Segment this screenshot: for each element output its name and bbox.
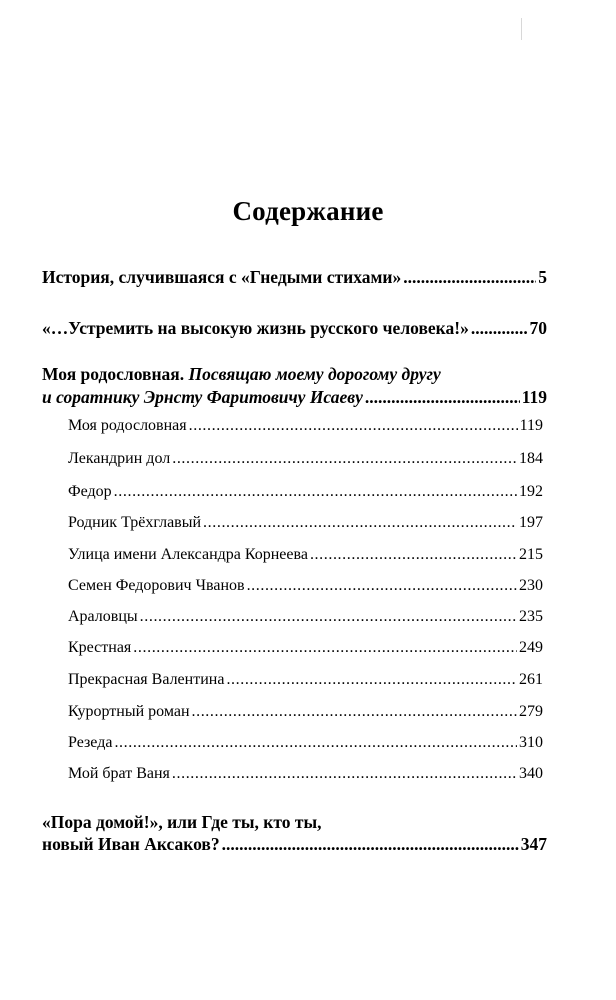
dot-leader [403,267,536,288]
toc-subentry-title: Резеда [68,734,113,751]
toc-subentry-page: 235 [519,608,543,625]
toc-subentry-title: Мой брат Ваня [68,765,170,782]
toc-subentry[interactable] [68,608,543,626]
toc-subentry[interactable] [68,734,543,752]
dot-leader [222,834,519,855]
toc-subentry-title: Лекандрин дол [68,450,171,467]
toc-subentry[interactable] [68,483,543,501]
toc-entry-title-cont: новый Иван Аксаков? [42,834,220,854]
toc-subentry-page: 279 [519,703,543,720]
toc-entry[interactable] [42,267,547,288]
toc-entry-line2[interactable] [42,834,547,855]
toc-subentry-page: 310 [519,734,543,751]
scan-mark [521,18,522,40]
dot-leader [133,639,517,657]
toc-subentry-page: 184 [519,450,543,467]
toc-subentry-title: Улица имени Александра Корнеева [68,546,308,563]
toc-subentry-page: 249 [519,639,543,656]
toc-entry-page: 70 [529,318,547,338]
toc-entry-line1[interactable] [42,364,441,385]
toc-entry-line2[interactable] [42,387,547,408]
toc-subentry-title: Родник Трёхглавый [68,514,202,531]
dot-leader [172,765,517,783]
toc-subentry-page: 340 [519,765,543,782]
toc-subentry-title: Курортный роман [68,703,190,720]
toc-entry-title: История, случившаяся с «Гнедыми стихами» [42,267,402,287]
toc-subentry[interactable] [68,514,543,532]
toc-entry-title: «…Устремить на высокую жизнь русского человека!» [42,318,469,338]
dot-leader [114,483,517,501]
dot-leader [226,671,517,689]
dot-leader [365,387,520,408]
toc-entry-page: 347 [520,834,547,854]
toc-subentry-title: Крестная [68,639,132,656]
toc-subentry[interactable] [68,671,543,689]
toc-subentry[interactable] [68,417,543,435]
toc-entry-page: 5 [538,267,547,287]
toc-subentry-page: 230 [519,577,543,594]
page-title: Содержание [232,196,384,226]
toc-entry-line1[interactable] [42,812,321,833]
toc-entry-page: 119 [521,387,547,407]
toc-subentry-title: Моя родословная [68,417,187,434]
toc-subentry[interactable] [68,546,543,564]
dot-leader [203,514,517,532]
toc-subentry[interactable] [68,703,543,721]
dot-leader [310,546,517,564]
toc-subentry-page: 192 [519,483,543,500]
dot-leader [172,450,517,468]
toc-subentry[interactable] [68,765,543,783]
toc-entry-title: «Пора домой!», или Где ты, кто ты, [42,812,322,832]
toc-subentry-title: Прекрасная Валентина [68,671,225,688]
toc-entry-title: Моя родословная. [42,364,185,384]
toc-entry-dedication: Посвящаю моему дорогому другу [188,364,441,384]
toc-subentry-page: 261 [519,671,543,688]
toc-entry[interactable] [42,318,547,339]
toc-subentry[interactable] [68,639,543,657]
toc-subentry-page: 197 [519,514,543,531]
dot-leader [192,703,518,721]
toc-subentry-page: 215 [519,546,543,563]
dot-leader [114,734,517,752]
toc-subentry-title: Семен Федорович Чванов [68,577,245,594]
toc-subentry-title: Федор [68,483,112,500]
dot-leader [247,577,517,595]
toc-entry-dedication-cont: и соратнику Эрнсту Фаритовичу Исаеву [42,387,363,407]
toc-subentry-title: Араловцы [68,608,138,625]
toc-subentry-page: 119 [519,417,543,434]
dot-leader [140,608,517,626]
dot-leader [189,417,518,435]
toc-subentry[interactable] [68,450,543,468]
dot-leader [471,318,528,339]
toc-subentry[interactable] [68,577,543,595]
